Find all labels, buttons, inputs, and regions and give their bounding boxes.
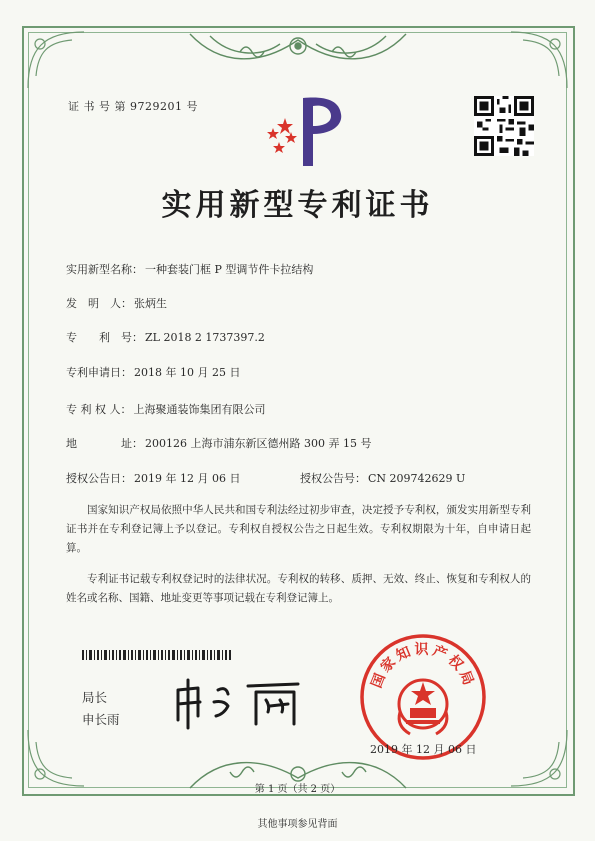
field-label: 专 利 权 人： bbox=[66, 403, 132, 416]
signatory-name: 申长雨 bbox=[82, 712, 120, 727]
field-address bbox=[66, 435, 371, 451]
field-patent-number bbox=[66, 329, 265, 345]
page-number: 第 1 页（共 2 页） bbox=[254, 784, 341, 795]
field-label: 地 址： bbox=[66, 437, 143, 450]
field-utility-model-name bbox=[66, 261, 313, 277]
field-label: 授权公告日： bbox=[66, 472, 132, 485]
field-filing-date bbox=[66, 364, 240, 380]
field-label: 实用新型名称： bbox=[66, 263, 143, 276]
field-value: 一种套装门框 P 型调节件卡拉结构 bbox=[145, 263, 314, 276]
field-value: ZL 2018 2 1737397.2 bbox=[145, 331, 265, 344]
field-label: 发 明 人： bbox=[66, 297, 132, 310]
qr-code-icon bbox=[474, 96, 534, 156]
field-value: 上海聚通装饰集团有限公司 bbox=[133, 403, 266, 416]
signature-icon bbox=[170, 676, 310, 732]
top-ornament-icon bbox=[180, 26, 416, 76]
signatory-title: 局长 bbox=[82, 690, 108, 705]
field-value: 2018 年 10 月 25 日 bbox=[134, 366, 241, 379]
corner-ornament-icon bbox=[501, 28, 571, 98]
barcode-icon bbox=[82, 650, 232, 660]
field-patentee bbox=[66, 401, 266, 417]
field-value: 张炳生 bbox=[134, 297, 167, 310]
body-paragraph: 专利证书记载专利权登记时的法律状况。专利权的转移、质押、无效、终止、恢复和专利权人的姓名或名称、国籍、地址变更等事项记载在专利登记簿上。 bbox=[66, 573, 531, 604]
certificate-number: 证 书 号 第 9729201 号 bbox=[68, 100, 198, 113]
seal-date: 2019 年 12 月 06 日 bbox=[370, 743, 477, 756]
field-value: CN 209742629 U bbox=[368, 472, 466, 485]
field-label: 专 利 号： bbox=[66, 331, 143, 344]
field-label: 授权公告号： bbox=[300, 472, 366, 485]
field-announce-date bbox=[66, 470, 240, 486]
field-announce-number bbox=[300, 470, 465, 486]
body-paragraph: 国家知识产权局依照中华人民共和国专利法经过初步审查，决定授予专利权，颁发实用新型专利证书并在专利登记簿上予以登记。专利权自授权公告之日起生效。专利权期限为十年，自申请日起算。 bbox=[66, 504, 531, 554]
field-value: 2019 年 12 月 06 日 bbox=[134, 472, 241, 485]
patent-office-logo-icon bbox=[255, 92, 345, 170]
field-label: 专利申请日： bbox=[66, 366, 132, 379]
seal-text: 国家知识产权局 bbox=[368, 642, 478, 691]
field-value: 200126 上海市浦东新区德州路 300 弄 15 号 bbox=[145, 437, 372, 450]
certificate-title: 实用新型专利证书 bbox=[161, 188, 434, 223]
field-inventor bbox=[66, 295, 167, 311]
footer-note: 其他事项参见背面 bbox=[257, 819, 338, 830]
corner-ornament-icon bbox=[24, 28, 94, 98]
